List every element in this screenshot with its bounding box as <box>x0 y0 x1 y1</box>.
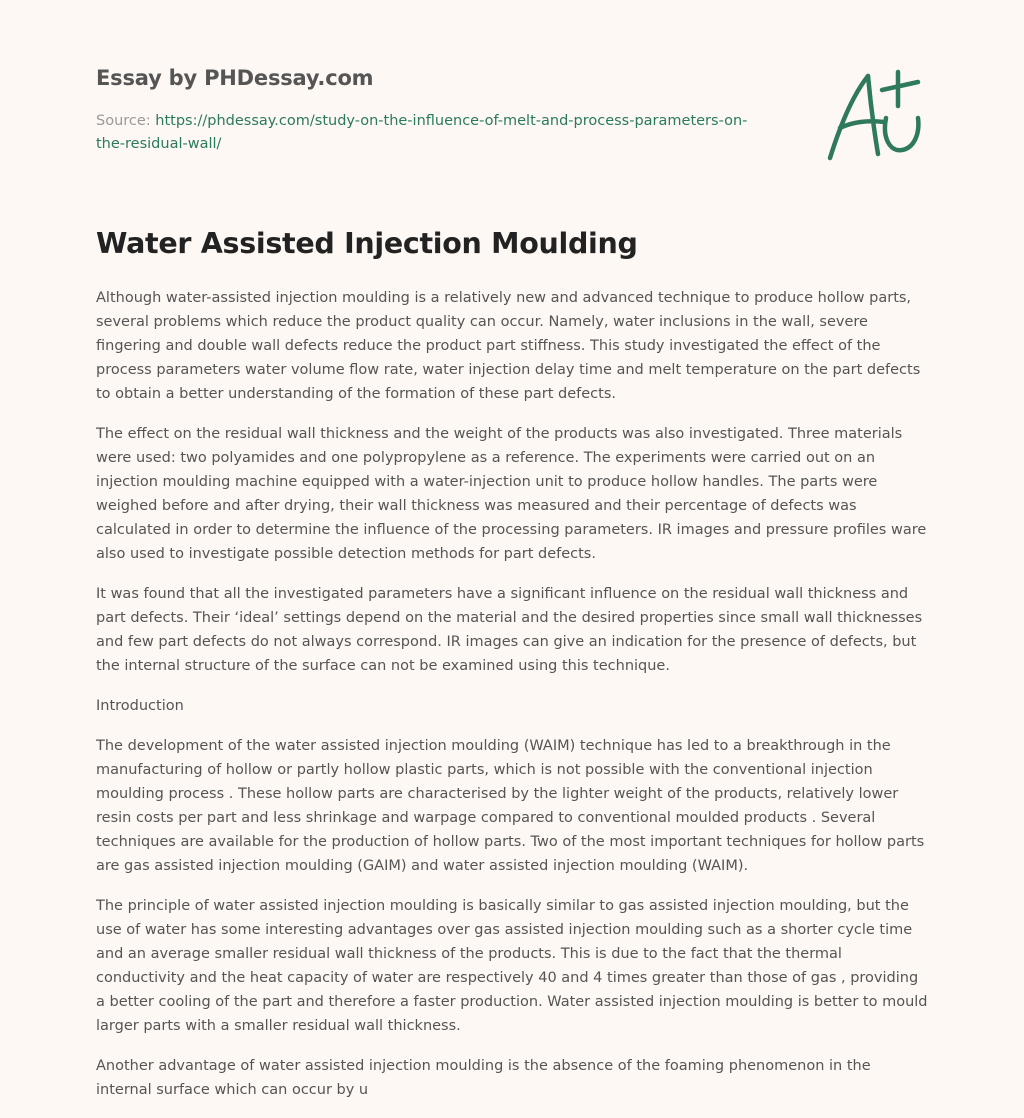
article-body <box>96 286 928 1118</box>
a-plus-logo <box>818 66 928 166</box>
paragraph: Although water-assisted injection moulding is a relatively new and advanced technique to produce hollow parts, several problems which reduce the product quality can occur. Namely, water inclusions in the wall, severe fingering and double wall defects reduce the product part stiffness. This study investigated the effect of the process parameters water volume flow rate, water injection delay time and melt temperature on the part defects to obtain a better understanding of the formation of these part defects. <box>96 290 921 402</box>
paragraph: The principle of water assisted injection moulding is basically similar to gas assisted injection moulding, but the use of water has some interesting advantages over gas assisted injection moulding such as a shorter cycle time and an average smaller residual wall thickness of the products. This is due to the fact that the thermal conductivity and the heat capacity of water are respectively 40 and 4 times greater than those of gas , providing a better cooling of the part and therefore a faster production. Water assisted injection moulding is better to mould larger parts with a smaller residual wall thickness. <box>96 898 928 1034</box>
site-brand: Essay by PHDessay.com <box>96 66 374 90</box>
source-link[interactable]: https://phdessay.com/study-on-the-influence-of-melt-and-process-parameters-on-the-residual-wall/ <box>96 113 748 152</box>
paragraph: It was found that all the investigated parameters have a significant influence on the residual wall thickness and part defects. Their ‘ideal’ settings depend on the material and the desired properties since small wall thicknesses and few part defects do not always correspond. IR images can give an indication for the presence of defects, but the internal structure of the surface can not be examined using this technique. <box>96 586 923 674</box>
source-label: Source: <box>96 113 151 129</box>
paragraph: The development of the water assisted injection moulding (WAIM) technique has led to a breakthrough in the manufacturing of hollow or partly hollow plastic parts, which is not possible with the conventional injection moulding process . These hollow parts are characterised by the lighter weight of the products, relatively lower resin costs per part and less shrinkage and warpage compared to conventional moulded products . Several techniques are available for the production of hollow parts. Two of the most important techniques for hollow parts are gas assisted injection moulding (GAIM) and water assisted injection moulding (WAIM). <box>96 738 925 874</box>
section-heading: Introduction <box>96 698 184 714</box>
paragraph: The effect on the residual wall thickness and the weight of the products was also investigated. Three materials were used: two polyamides and one polypropylene as a reference. The experiments were carried out on an injection moulding machine equipped with a water-injection unit to produce hollow handles. The parts were weighed before and after drying, their wall thickness was measured and their percentage of defects was calculated in order to determine the influence of the processing parameters. IR images and pressure profiles ware also used to investigate possible detection methods for part defects. <box>96 426 927 562</box>
paragraph: Another advantage of water assisted injection moulding is the absence of the foaming phenomenon in the internal surface which can occur by u <box>96 1058 871 1098</box>
source-line <box>96 110 776 156</box>
article-title: Water Assisted Injection Moulding <box>96 227 638 260</box>
page-header <box>96 62 776 156</box>
